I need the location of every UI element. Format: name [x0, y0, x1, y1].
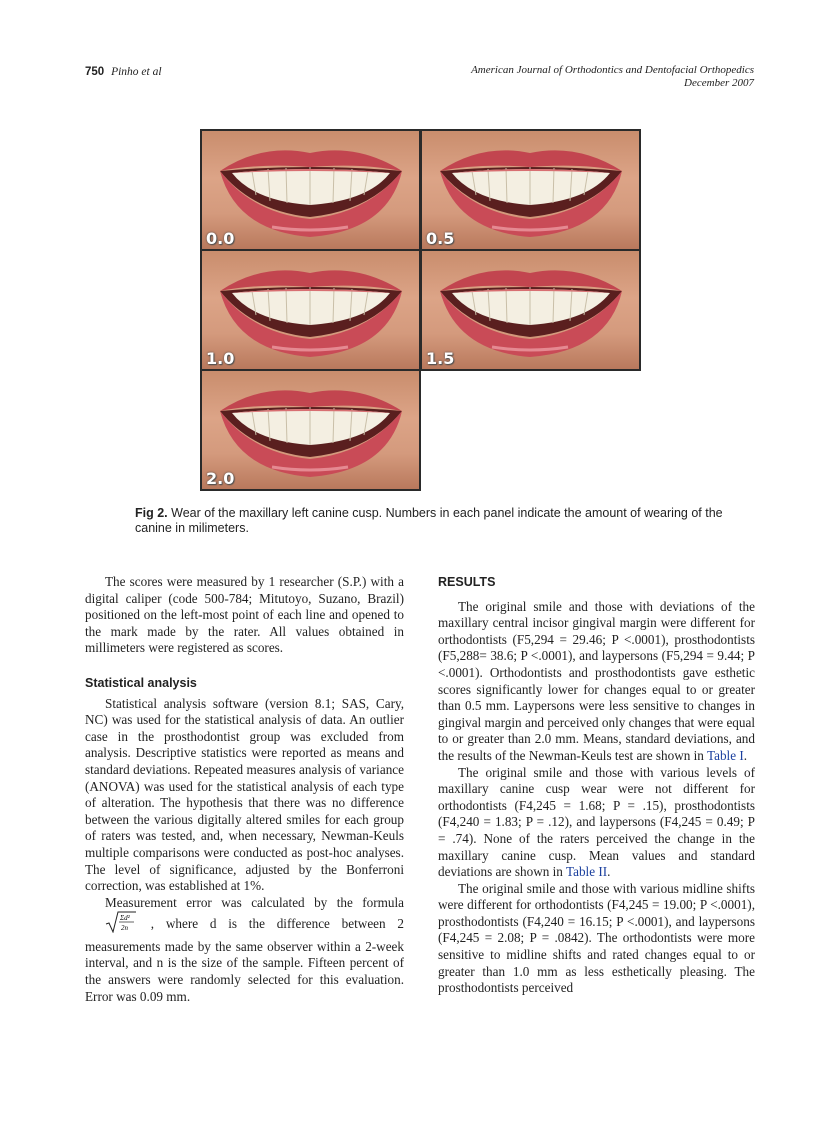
- caption-label: Fig 2.: [135, 506, 168, 520]
- paragraph-text: The original smile and those with various levels of maxillary canine cusp wear were not different for orthodontists (F4,245 = 1.68; P = .15), prosthodontists (F4,240 = 1.83; P = .12), and laypersons (F4,245 = 0.49; P = .74). None of the raters perceived the change in the maxillary canine cusp. Mean values and standard deviations are shown in: [438, 764, 755, 880]
- running-authors: Pinho et al: [111, 66, 162, 78]
- panel-label: 1.0: [206, 349, 235, 368]
- svg-text:Σd²: Σd²: [120, 914, 130, 923]
- table-link[interactable]: Table II: [565, 864, 608, 880]
- paragraph-text: The original smile and those with deviations of the maxillary central incisor gingival margin were different for orthodontists (F5,294 = 29.46; P <.0001), prosthodontists (F5,288= 38.6; P <.0001), and laypersons (F5,294 = 9.44; P <.0001). Orthodontists and prosthodontists gave esthetic scores significantly lower for changes equal to or greater than 0.5 mm. Laypersons were less sensitive to changes in gingival margin and perceived only changes that were equal to or greater than 2.0 mm. Means, standard deviations, and the results of the Newman-Keuls test are shown in: [438, 598, 755, 763]
- left-column: [85, 574, 404, 1005]
- running-header-left: [85, 66, 162, 78]
- figure-caption: [135, 506, 725, 536]
- smile-image: [202, 131, 419, 249]
- smile-panel: [200, 369, 421, 491]
- paragraph: The original smile and those with various levels of maxillary canine cusp wear were not different for orthodontists (F4,245 = 1.68; P = .15), prosthodontists (F4,240 = 1.83; P = .12), and laypersons (F4,245 = 0.49; P = .74). None of the raters perceived the change in the maxillary canine cusp. Mean values and standard deviations are shown in Table II.: [438, 764, 755, 880]
- smile-image: [202, 371, 419, 489]
- page-number: 750: [85, 66, 105, 78]
- paragraph: The scores were measured by 1 researcher (S.P.) with a digital caliper (code 500-784; Mitutoyo, Suzano, Brazil) positioned on the left-most point of each line and opened to the mark made by the rater. All values obtained in millimeters were registered as scores.: [85, 574, 404, 656]
- smile-panel: [200, 129, 421, 251]
- sqrt-formula: [105, 911, 137, 933]
- table-link[interactable]: Table I: [706, 747, 744, 763]
- panel-label: 0.0: [206, 229, 235, 248]
- running-header-right: [471, 64, 754, 90]
- smile-image: [422, 251, 639, 369]
- figure-2: [200, 129, 639, 489]
- svg-text:2n: 2n: [121, 924, 128, 933]
- right-column: [438, 574, 755, 997]
- paragraph-text: , where d is the difference between 2 measurements made by the same observer within a 2-week interval, and n is the size of the sample. Fifteen percent of the answers were randomly selected for this evaluation. Error was 0.09 mm.: [85, 916, 404, 1004]
- panel-label: 2.0: [206, 469, 235, 488]
- smile-panel: [420, 249, 641, 371]
- paragraph: Statistical analysis software (version 8.1; SAS, Cary, NC) was used for the statistical analysis of data. An outlier case in the prosthodontist group was excluded from analysis. Descriptive statistics were reported as means and standard deviations. Repeated measures analysis of variance (ANOVA) was used for the statistical analysis of each type of alteration. The hypothesis that there was no difference between the various digitally altered smiles for each group of raters was tested, and, when necessary, Newman-Keuls multiple comparisons were conducted as post-hoc analyses. The level of significance, adjusted by the Bonferroni correction, was established at 1%.: [85, 695, 404, 894]
- smile-image: [202, 251, 419, 369]
- smile-panel: [200, 249, 421, 371]
- section-heading: Statistical analysis: [85, 675, 197, 690]
- panel-label: 1.5: [426, 349, 455, 368]
- paragraph: The original smile and those with deviations of the maxillary central incisor gingival margin were different for orthodontists (F5,294 = 29.46; P <.0001), prosthodontists (F5,288= 38.6; P <.0001), and laypersons (F5,294 = 9.44; P <.0001). Orthodontists and prosthodontists gave esthetic scores significantly lower for changes equal to or greater than 0.5 mm. Laypersons were less sensitive to changes in gingival margin and perceived only changes that were equal to or greater than 2.0 mm. Means, standard deviations, and the results of the Newman-Keuls test are shown in Table I.: [438, 598, 755, 763]
- paragraph: The original smile and those with various midline shifts were different for orthodontists (F4,245 = 19.00; P <.0001), prosthodontists (F4,240 = 16.15; P <.0001), and laypersons (F4,245 = 2.08; P = .0842). The orthodontists were more sensitive to midline shifts and rated changes equal to or greater than 1.0 mm as less esthetically pleasing. The prosthodontists perceived: [438, 880, 755, 996]
- panel-label: 0.5: [426, 229, 455, 248]
- caption-text: Wear of the maxillary left canine cusp. Numbers in each panel indicate the amount of wearing of the canine in milimeters.: [135, 506, 723, 535]
- paragraph: [85, 895, 404, 1006]
- paragraph-text: Measurement error was calculated by the formula: [105, 894, 404, 910]
- smile-image: [422, 131, 639, 249]
- issue-date: December 2007: [684, 77, 754, 89]
- section-heading: RESULTS: [438, 575, 496, 589]
- journal-name: American Journal of Orthodontics and Dentofacial Orthopedics: [471, 64, 754, 76]
- error-formula: [85, 911, 137, 939]
- smile-panel: [420, 129, 641, 251]
